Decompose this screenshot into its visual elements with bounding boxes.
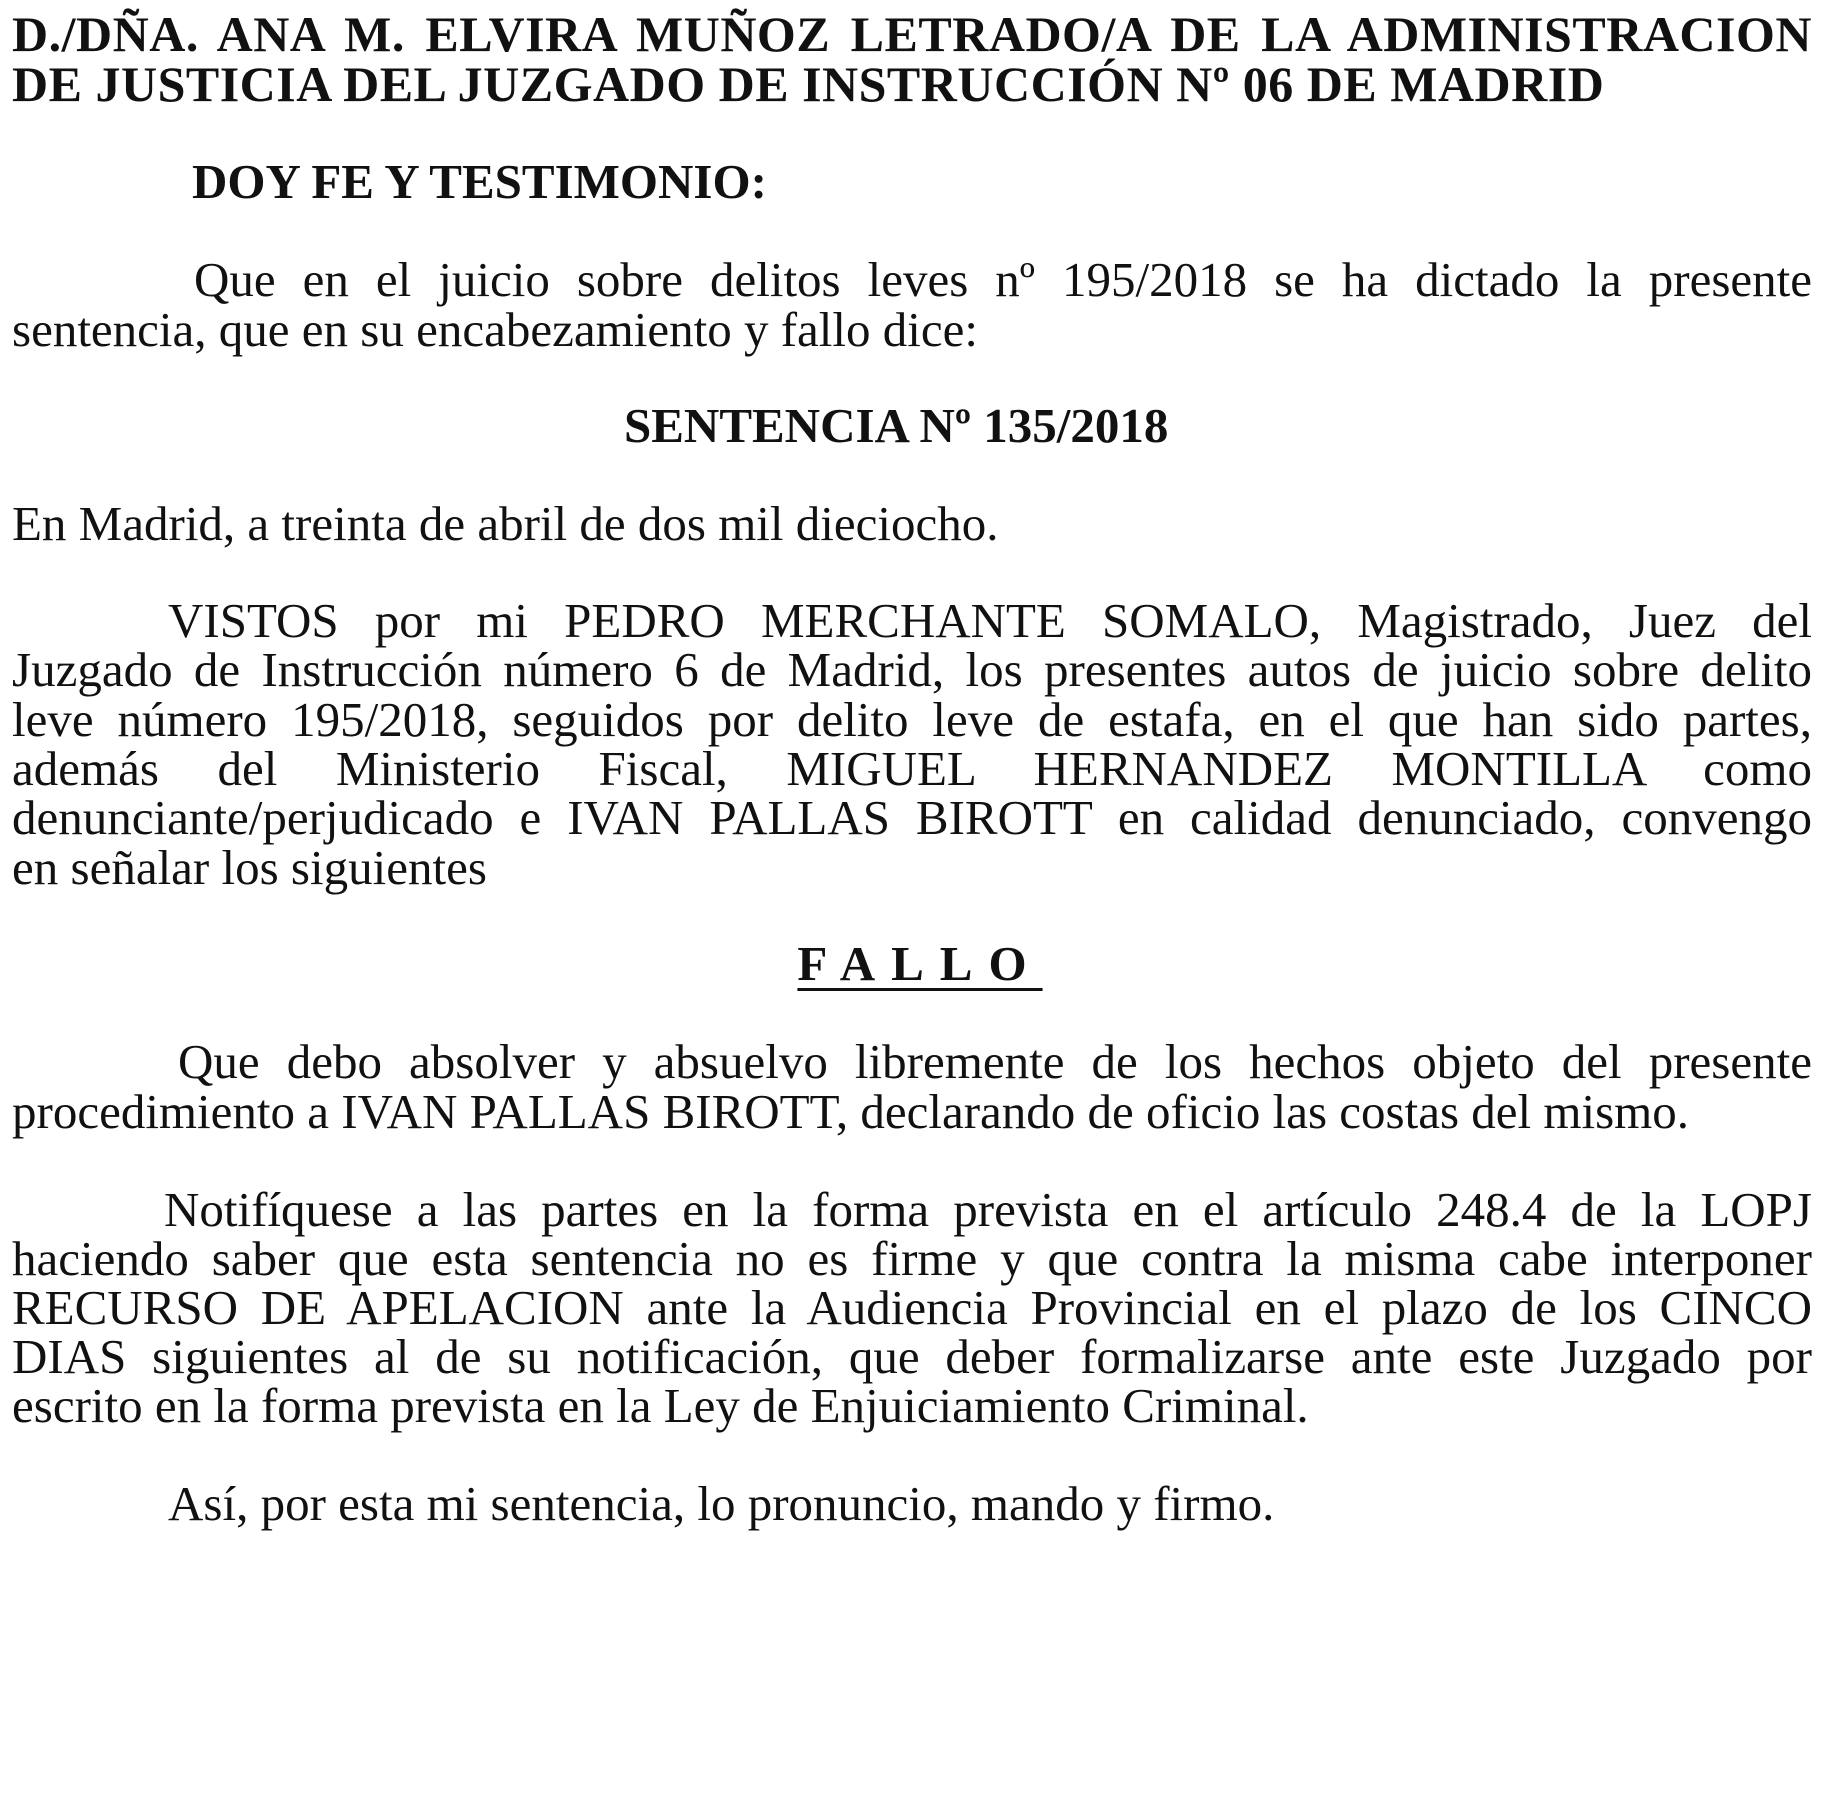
notifiquese-line-1: Notifíquese a las partes en la forma prevista en el artículo 248.4 de la LOPJ <box>164 1182 1812 1237</box>
notifiquese-line-4: DIAS siguientes al de su notificación, que deber formalizarse ante este Juzgado por <box>12 1329 1812 1384</box>
fallo-line-2: procedimiento a IVAN PALLAS BIROTT, declarando de oficio las costas del mismo. <box>12 1084 1690 1139</box>
closing-line: Así, por esta mi sentencia, lo pronuncio, mando y firmo. <box>168 1476 1275 1531</box>
notifiquese-line-3: RECURSO DE APELACION ante la Audiencia Provincial en el plazo de los CINCO <box>12 1280 1812 1335</box>
fallo-line-1: Que debo absolver y absuelvo libremente de los hechos objeto del presente <box>178 1034 1812 1089</box>
sentencia-title: SENTENCIA Nº 135/2018 <box>624 398 1169 453</box>
fallo-heading <box>0 936 1840 992</box>
header-line-2: DE JUSTICIA DEL JUZGADO DE INSTRUCCIÓN Nº 06 DE MADRID <box>12 56 1605 112</box>
vistos-line-2: Juzgado de Instrucción número 6 de Madrid, los presentes autos de juicio sobre delito <box>12 642 1812 697</box>
vistos-line-6: en señalar los siguientes <box>12 840 487 895</box>
vistos-line-3: leve número 195/2018, seguidos por delito leve de estafa, en el que han sido partes, <box>12 692 1812 747</box>
doy-fe-heading: DOY FE Y TESTIMONIO: <box>192 154 767 209</box>
intro-line-1: Que en el juicio sobre delitos leves nº 195/2018 se ha dictado la presente <box>194 252 1812 307</box>
fallo-heading-text: FALLO <box>797 936 1043 991</box>
intro-line-2: sentencia, que en su encabezamiento y fallo dice: <box>12 302 978 357</box>
notifiquese-line-5: escrito en la forma prevista en la Ley de Enjuiciamiento Criminal. <box>12 1378 1309 1433</box>
vistos-line-5: denunciante/perjudicado e IVAN PALLAS BIROTT en calidad denunciado, convengo <box>12 790 1812 845</box>
vistos-line-1: VISTOS por mi PEDRO MERCHANTE SOMALO, Magistrado, Juez del <box>168 593 1812 648</box>
date-line: En Madrid, a treinta de abril de dos mil dieciocho. <box>12 496 999 551</box>
header-line-1: D./DÑA. ANA M. ELVIRA MUÑOZ LETRADO/A DE LA ADMINISTRACION <box>12 6 1812 62</box>
notifiquese-line-2: haciendo saber que esta sentencia no es firme y que contra la misma cabe interponer <box>12 1231 1812 1286</box>
vistos-line-4: además del Ministerio Fiscal, MIGUEL HERNANDEZ MONTILLA como <box>12 741 1812 796</box>
